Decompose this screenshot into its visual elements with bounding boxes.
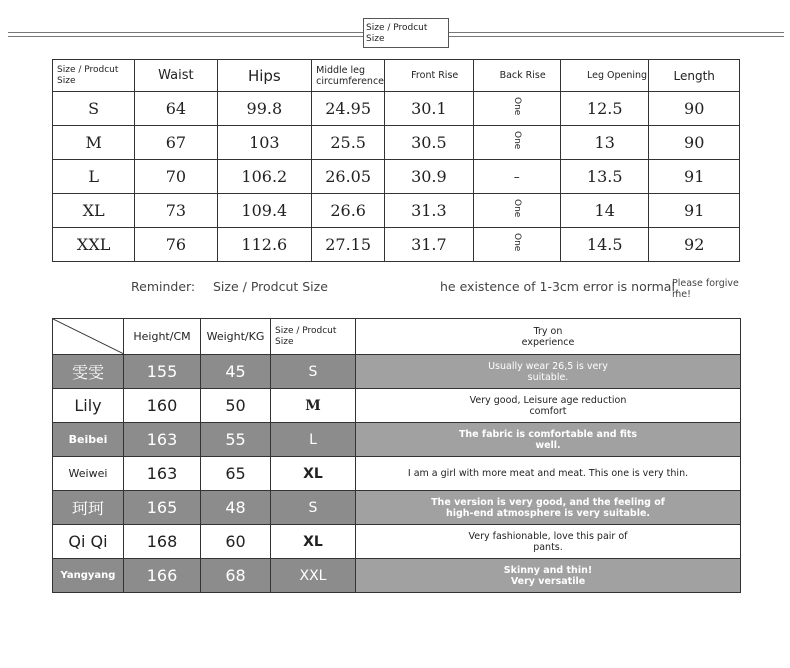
tryon-header-row bbox=[53, 319, 741, 355]
leg-opening-cell: 13 bbox=[561, 126, 649, 160]
title-rule-right-bottom bbox=[449, 36, 784, 37]
page-title: Size / Prodcut Size bbox=[363, 18, 449, 48]
waist-cell: 67 bbox=[135, 126, 217, 160]
size-cell: S bbox=[53, 92, 135, 126]
middle-leg-cell: 24.95 bbox=[312, 92, 385, 126]
waist-cell: 73 bbox=[135, 194, 217, 228]
weight-cell: 60 bbox=[201, 525, 271, 559]
weight-cell: 65 bbox=[201, 457, 271, 491]
header-size: Size / Prodcut Size bbox=[271, 319, 356, 355]
size-cell: XL bbox=[53, 194, 135, 228]
size-row bbox=[53, 160, 740, 194]
hips-cell: 103 bbox=[217, 126, 312, 160]
weight-cell: 45 bbox=[201, 355, 271, 389]
weight-cell: 68 bbox=[201, 559, 271, 593]
tryon-comment: Usually wear 26,5 is very suitable. bbox=[356, 355, 741, 389]
header-back-rise: Back Rise bbox=[473, 60, 560, 92]
size-cell: M bbox=[271, 389, 356, 423]
size-cell: L bbox=[271, 423, 356, 457]
length-cell: 91 bbox=[649, 194, 740, 228]
height-cell: 163 bbox=[124, 423, 201, 457]
height-cell: 163 bbox=[124, 457, 201, 491]
tester-name: 雯雯 bbox=[53, 355, 124, 389]
title-rule-right-top bbox=[449, 32, 784, 33]
middle-leg-cell: 26.6 bbox=[312, 194, 385, 228]
header-size: Size / Prodcut Size bbox=[53, 60, 135, 92]
size-row bbox=[53, 92, 740, 126]
back-rise-cell: – bbox=[473, 160, 560, 194]
size-table-header-row bbox=[53, 60, 740, 92]
header-height: Height/CM bbox=[124, 319, 201, 355]
waist-cell: 76 bbox=[135, 228, 217, 262]
tester-name: Qi Qi bbox=[53, 525, 124, 559]
tryon-comment: Very fashionable, love this pair of pants. bbox=[356, 525, 741, 559]
weight-cell: 55 bbox=[201, 423, 271, 457]
front-rise-cell: 30.1 bbox=[385, 92, 473, 126]
size-table bbox=[52, 59, 740, 262]
back-rise-cell bbox=[473, 228, 560, 262]
header-middle-leg: Middle leg circumference bbox=[312, 60, 385, 92]
header-leg-opening: Leg Opening bbox=[561, 60, 649, 92]
back-rise-cell bbox=[473, 92, 560, 126]
front-rise-cell: 31.7 bbox=[385, 228, 473, 262]
tester-name: Yangyang bbox=[53, 559, 124, 593]
header-weight: Weight/KG bbox=[201, 319, 271, 355]
hips-cell: 99.8 bbox=[217, 92, 312, 126]
header-diagonal-cell bbox=[53, 319, 124, 355]
reminder-size-label: Size / Prodcut Size bbox=[213, 279, 328, 294]
tryon-row bbox=[53, 355, 741, 389]
weight-cell: 50 bbox=[201, 389, 271, 423]
size-row bbox=[53, 126, 740, 160]
height-cell: 165 bbox=[124, 491, 201, 525]
size-cell: M bbox=[53, 126, 135, 160]
size-cell: XL bbox=[271, 525, 356, 559]
hips-cell: 112.6 bbox=[217, 228, 312, 262]
header-length: Length bbox=[649, 60, 740, 92]
length-cell: 90 bbox=[649, 92, 740, 126]
back-rise-cell bbox=[473, 126, 560, 160]
tryon-row bbox=[53, 423, 741, 457]
middle-leg-cell: 25.5 bbox=[312, 126, 385, 160]
tryon-row bbox=[53, 559, 741, 593]
tryon-row bbox=[53, 457, 741, 491]
height-cell: 155 bbox=[124, 355, 201, 389]
size-cell: XL bbox=[271, 457, 356, 491]
reminder-note: he existence of 1-3cm error is normal, bbox=[440, 279, 679, 294]
tryon-comment: Very good, Leisure age reduction comfort bbox=[356, 389, 741, 423]
leg-opening-cell: 12.5 bbox=[561, 92, 649, 126]
tryon-row bbox=[53, 525, 741, 559]
tryon-comment: Skinny and thin! Very versatile bbox=[356, 559, 741, 593]
header-waist: Waist bbox=[135, 60, 217, 92]
front-rise-cell: 30.5 bbox=[385, 126, 473, 160]
back-rise-cell bbox=[473, 194, 560, 228]
tryon-table bbox=[52, 318, 741, 593]
leg-opening-cell: 14.5 bbox=[561, 228, 649, 262]
hips-cell: 109.4 bbox=[217, 194, 312, 228]
reminder-label: Reminder: bbox=[131, 279, 196, 294]
tester-name: 珂珂 bbox=[53, 491, 124, 525]
hips-cell: 106.2 bbox=[217, 160, 312, 194]
length-cell: 90 bbox=[649, 126, 740, 160]
front-rise-cell: 31.3 bbox=[385, 194, 473, 228]
back-rise-value: One bbox=[511, 199, 522, 218]
back-rise-value: One bbox=[511, 233, 522, 252]
diagonal-line bbox=[53, 319, 124, 354]
reminder-forgive: Please forgive me! bbox=[672, 278, 739, 300]
tester-name: Lily bbox=[53, 389, 124, 423]
size-cell: XXL bbox=[271, 559, 356, 593]
leg-opening-cell: 13.5 bbox=[561, 160, 649, 194]
tryon-comment: The version is very good, and the feeling of high-end atmosphere is very suitable. bbox=[356, 491, 741, 525]
header-hips: Hips bbox=[217, 60, 312, 92]
front-rise-cell: 30.9 bbox=[385, 160, 473, 194]
back-rise-value: One bbox=[511, 97, 522, 116]
size-row bbox=[53, 228, 740, 262]
tryon-comment: The fabric is comfortable and fits well. bbox=[356, 423, 741, 457]
leg-opening-cell: 14 bbox=[561, 194, 649, 228]
height-cell: 166 bbox=[124, 559, 201, 593]
size-cell: L bbox=[53, 160, 135, 194]
height-cell: 168 bbox=[124, 525, 201, 559]
tester-name: Beibei bbox=[53, 423, 124, 457]
size-row bbox=[53, 194, 740, 228]
waist-cell: 64 bbox=[135, 92, 217, 126]
title-rule-left-bottom bbox=[8, 36, 363, 37]
back-rise-value: One bbox=[511, 131, 522, 150]
middle-leg-cell: 27.15 bbox=[312, 228, 385, 262]
tester-name: Weiwei bbox=[53, 457, 124, 491]
height-cell: 160 bbox=[124, 389, 201, 423]
middle-leg-cell: 26.05 bbox=[312, 160, 385, 194]
title-rule-left-top bbox=[8, 32, 363, 33]
size-cell: S bbox=[271, 491, 356, 525]
tryon-row bbox=[53, 491, 741, 525]
size-cell: XXL bbox=[53, 228, 135, 262]
tryon-row bbox=[53, 389, 741, 423]
tryon-comment: I am a girl with more meat and meat. This one is very thin. bbox=[356, 457, 741, 491]
weight-cell: 48 bbox=[201, 491, 271, 525]
header-front-rise: Front Rise bbox=[385, 60, 473, 92]
waist-cell: 70 bbox=[135, 160, 217, 194]
header-tryon: Try on experience bbox=[356, 319, 741, 355]
length-cell: 91 bbox=[649, 160, 740, 194]
length-cell: 92 bbox=[649, 228, 740, 262]
size-cell: S bbox=[271, 355, 356, 389]
